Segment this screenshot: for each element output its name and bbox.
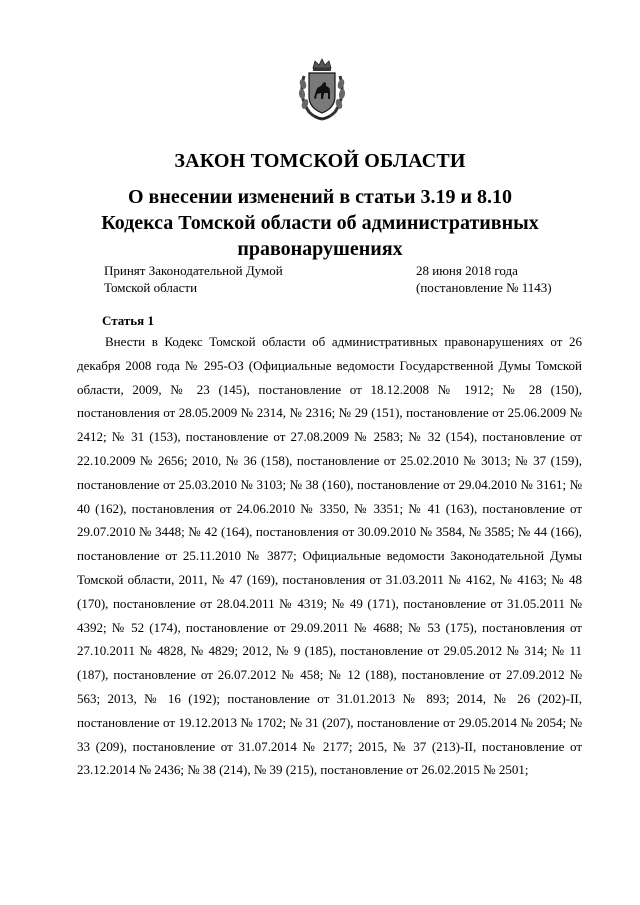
law-title: ЗАКОН ТОМСКОЙ ОБЛАСТИ xyxy=(174,150,466,172)
resolution-number: (постановление № 1143) xyxy=(416,280,552,295)
subtitle-line: О внесении изменений в статьи 3.19 и 8.10 xyxy=(128,186,512,208)
subtitle-line: Кодекса Томской области об административных xyxy=(101,212,539,234)
adoption-date-block xyxy=(416,262,606,296)
adopted-by-line: Томской области xyxy=(104,280,198,295)
subtitle-line: правонарушениях xyxy=(237,238,403,260)
adopted-by-line: Принят Законодательной Думой xyxy=(104,263,283,278)
law-subtitle xyxy=(60,184,580,262)
adopted-by xyxy=(104,262,364,296)
tomsk-coat-of-arms-icon xyxy=(295,58,349,122)
adoption-date: 28 июня 2018 года xyxy=(416,263,518,278)
article-body: Внести в Кодекс Томской области об административных правонарушениях от 26 декабря 2008 года № 295-ОЗ (Официальные ведомости Государственной Думы Томской области, 2009, № 23 (145), постановление от 18.12.2008 № 1912; № 28 (150), постановления от 28.05.2009 № 2314, № 2316; № 29 (151), постановление от 25.06.2009 № 2412; № 31 (153), постановление от 27.08.2009 № 2583; № 32 (154), постановление от 22.10.2009 № 2656; 2010, № 36 (158), постановление от 25.02.2010 № 3013; № 37 (159), постановление от 25.03.2010 № 3103; № 38 (160), постановление от 29.04.2010 № 3161; № 40 (162), постановления от 24.06.2010 № 3350, № 3351; № 41 (163), постановление от 29.07.2010 № 3448; № 42 (164), постановления от 30.09.2010 № 3584, № 3585; № 44 (166), постановление от 25.11.2010 № 3877; Официальные ведомости Законодательной Думы Томской области, 2011, № 47 (169), постановления от 31.03.2011 № 4162, № 4163; № 48 (170), постановление от 28.04.2011 № 4319; № 49 (171), постановление от 31.05.2011 № 4392; № 52 (174), постановление от 29.09.2011 № 4688; № 53 (175), постановления от 27.10.2011 № 4828, № 4829; 2012, № 9 (185), постановление от 29.05.2012 № 314; № 11 (187), постановление от 26.07.2012 № 458; № 12 (188), постановление от 27.09.2012 № 563; 2013, № 16 (192); постановление от 31.01.2013 № 893; 2014, № 26 (202)-II, постановление от 19.12.2013 № 1702; № 31 (207), постановление от 29.05.2014 № 2054; № 33 (209), постановление от 31.07.2014 № 2177; 2015, № 37 (213)-II, постановление от 23.12.2014 № 2436; № 38 (214), № 39 (215), постановление от 26.02.2015 № 2501; xyxy=(77,334,582,778)
article-title: Статья 1 xyxy=(102,313,154,328)
